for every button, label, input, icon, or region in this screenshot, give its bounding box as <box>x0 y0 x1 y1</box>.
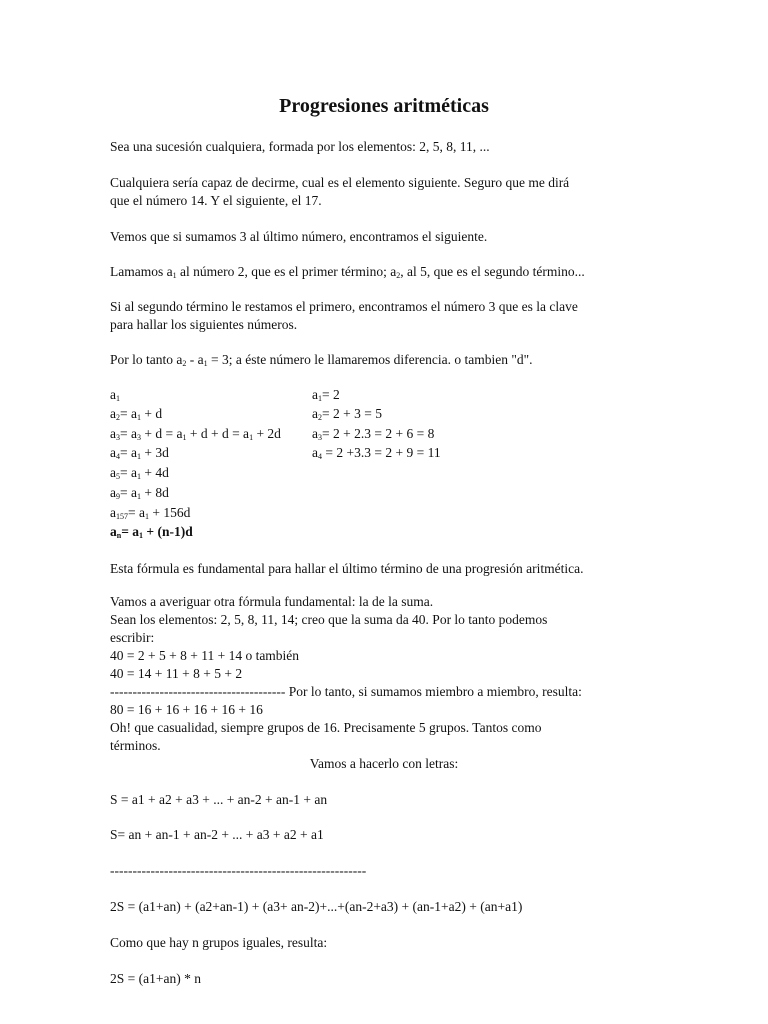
formula-left: $a_9= a_1 + 8d$ <box>110 485 169 501</box>
paragraph-sum: 40 = 2 + 5 + 8 + 11 + 14 o también <box>110 648 300 663</box>
paragraph-sum: 80 = 16 + 16 + 16 + 16 + 16 <box>110 702 263 717</box>
paragraph-letters: Vamos a hacerlo con letras: <box>309 756 459 771</box>
paragraph-sum: --------------------------------------- Por lo tanto, si sumamos miembro a miembro, resulta: <box>110 684 582 699</box>
formula-left: $a_4= a_1 + 3d$ <box>110 445 169 461</box>
paragraph-add-three: Vemos que si sumamos 3 al último número, encontramos el siguiente. <box>110 229 488 244</box>
paragraph-difference-1: Si al segundo término le restamos el primero, encontramos el número 3 que es la clave <box>110 299 578 314</box>
formula-right: $a_4 = 2 +3.3 = 2 + 9 = 11$ <box>312 445 441 461</box>
paragraph-next-element-2: que el número 14. Y el siguiente, el 17. <box>110 193 322 208</box>
paragraph-sum: Vamos a averiguar otra fórmula fundamental: la de la suma. <box>110 594 434 609</box>
paragraph-terms: Lamamos $a_1$ al número 2, que es el primer término; $a_2$, al 5, que es el segundo término... <box>110 264 585 280</box>
paragraph-sum: 40 = 14 + 11 + 8 + 5 + 2 <box>110 666 243 681</box>
sum-backward: S= an + an-1 + an-2 + ... + a3 + a2 + a1 <box>110 827 324 842</box>
paragraph-sum: Oh! que casualidad, siempre grupos de 16. Precisamente 5 grupos. Tantos como <box>110 720 542 735</box>
paragraph-sum: términos. <box>110 738 161 753</box>
page-title: Progresiones aritméticas <box>279 95 489 117</box>
paragraph-next-element-1: Cualquiera sería capaz de decirme, cual es el elemento siguiente. Seguro que me dirá <box>110 175 570 190</box>
paragraph-fundamental: Esta fórmula es fundamental para hallar el último término de una progresión aritmética. <box>110 561 584 576</box>
paragraph-difference-2: para hallar los siguientes números. <box>110 317 298 332</box>
paragraph-sum: escribir: <box>110 630 155 645</box>
formula-right: $a_2= 2 + 3 = 5$ <box>312 406 382 422</box>
formula-left: $a_5= a_1 + 4d$ <box>110 465 169 481</box>
formula-general-term: $a_n= a_1 + (n-1)d$ <box>110 524 193 540</box>
paragraph-difference-def: Por lo tanto $a_2 - a_1 = 3$; a éste número le llamaremos diferencia. o tambien "d". <box>110 352 533 368</box>
sum-double: 2S = (a1+an) + (a2+an-1) + (a3+ an-2)+...+(an-2+a3) + (an-1+a2) + (an+a1) <box>110 899 523 914</box>
formula-right: $a_1= 2$ <box>312 387 340 403</box>
formula-left: $a_2= a_1 + d$ <box>110 406 163 422</box>
formula-left: $a_{157}= a_1 + 156d$ <box>110 505 191 521</box>
paragraph-groups: Como que hay n grupos iguales, resulta: <box>110 935 328 950</box>
paragraph-intro: Sea una sucesión cualquiera, formada por los elementos: 2, 5, 8, 11, ... <box>110 139 490 154</box>
divider-line: --------------------------------------------------------- <box>110 863 367 878</box>
sum-result: 2S = (a1+an) * n <box>110 971 201 986</box>
formula-right: $a_3= 2 + 2.3 = 2 + 6 = 8$ <box>312 426 435 442</box>
sum-forward: S = a1 + a2 + a3 + ... + an-2 + an-1 + an <box>110 792 328 807</box>
formula-left: $a_3= a_3 + d = a_1 + d + d = a_1 + 2d$ <box>110 426 281 442</box>
paragraph-sum: Sean los elementos: 2, 5, 8, 11, 14; creo que la suma da 40. Por lo tanto podemos <box>110 612 548 627</box>
formula-left: $a_1$ <box>110 387 120 403</box>
